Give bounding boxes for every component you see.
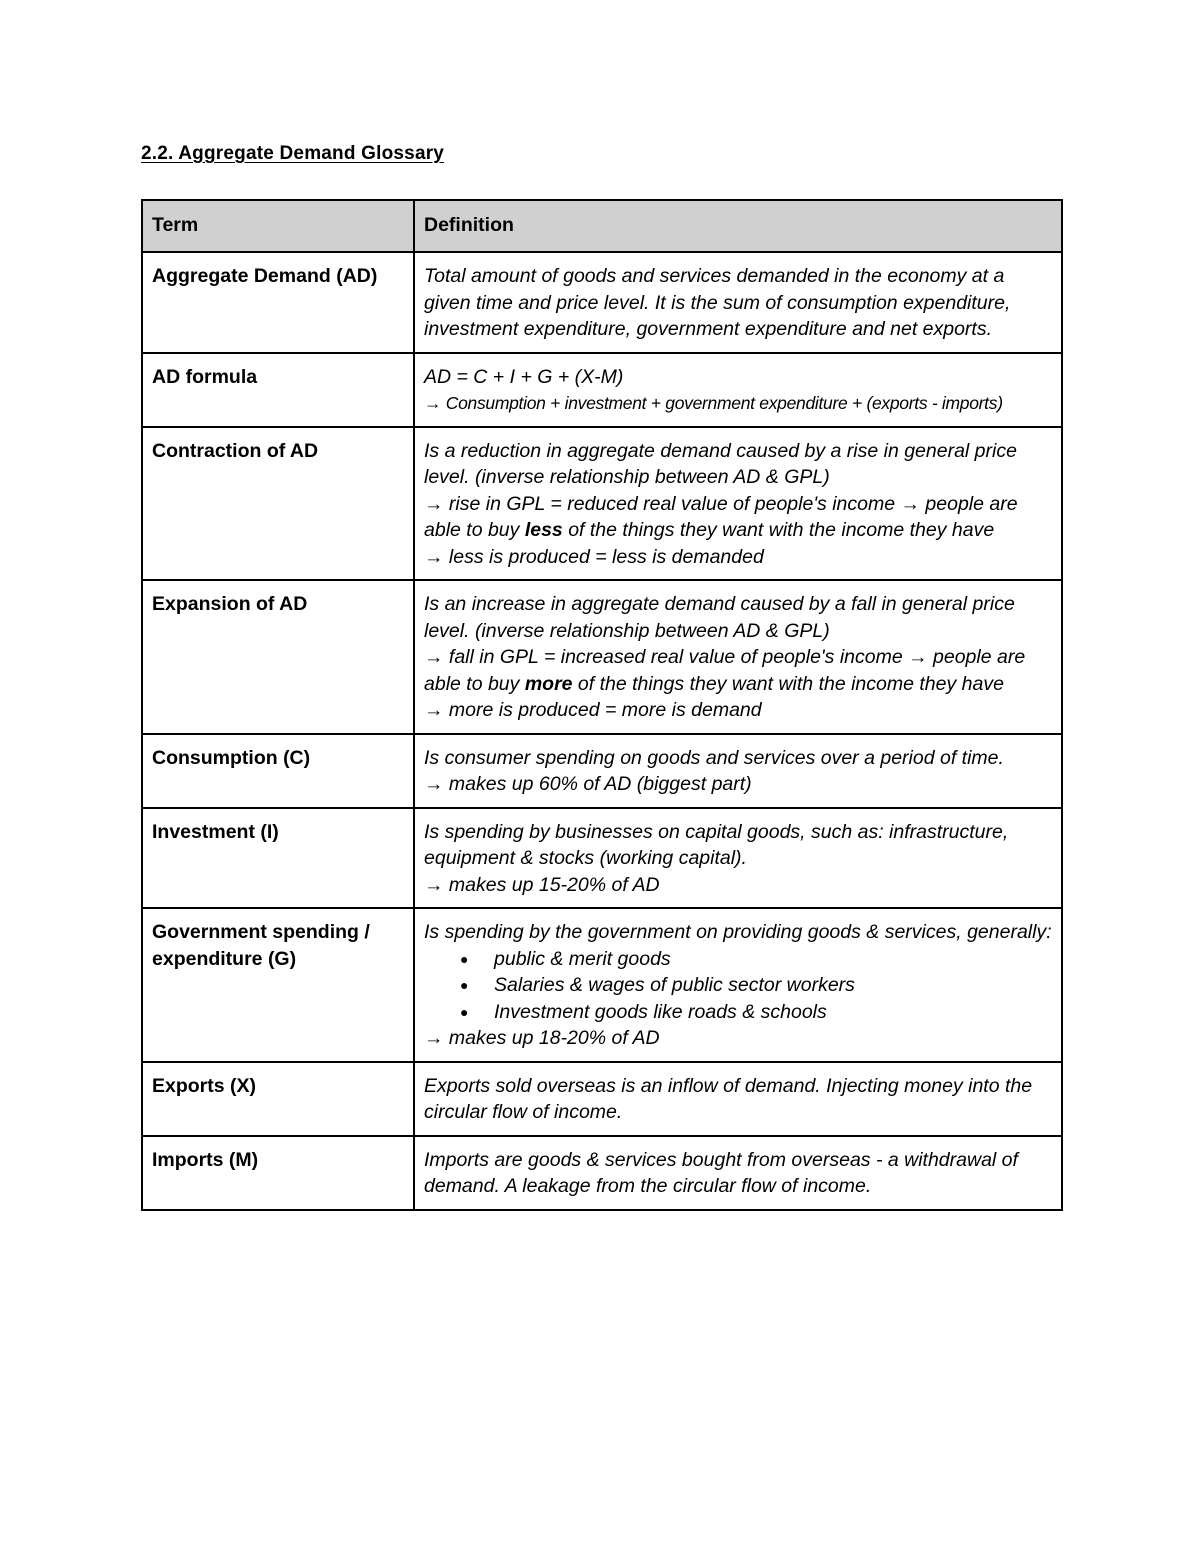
definition-line xyxy=(424,491,1053,544)
definition-line: → less is produced = less is demanded xyxy=(424,545,764,568)
definition-cell xyxy=(414,427,1062,581)
definition-text: of the things they want with the income they have xyxy=(572,672,1004,695)
list-item-text: Investment goods like roads & schools xyxy=(494,1000,827,1023)
table-row xyxy=(142,353,1062,427)
emphasis-more: more xyxy=(524,672,573,695)
definition-line: Is an increase in aggregate demand caused by a fall in general price level. (inverse relationship between AD & GPL) xyxy=(424,593,1015,642)
term-cell: AD formula xyxy=(142,353,414,427)
definition-line: Is spending by businesses on capital goods, such as: infrastructure, equipment & stocks (working capital). xyxy=(424,820,1009,869)
definition-cell xyxy=(414,734,1062,808)
page-title: 2.2. Aggregate Demand Glossary xyxy=(141,143,445,164)
bullet-icon: ● xyxy=(460,1003,469,1020)
list-item xyxy=(460,999,1053,1026)
table-row xyxy=(142,580,1062,734)
table-row xyxy=(142,908,1062,1062)
table-row xyxy=(142,1062,1062,1136)
definition-line: → more is produced = more is demand xyxy=(424,699,762,721)
definition-line: Is consumer spending on goods and services over a period of time. xyxy=(424,746,1004,769)
emphasis-less: less xyxy=(524,519,563,541)
table-header-row xyxy=(142,200,1062,252)
definition-cell xyxy=(414,908,1062,1062)
table-row xyxy=(142,1136,1062,1210)
definition-cell: Total amount of goods and services demanded in the economy at a given time and price level. It is the sum of consumption expenditure, investment expenditure, government expenditure and net exports. xyxy=(414,252,1062,353)
definition-line: → makes up 15-20% of AD xyxy=(424,873,660,896)
bullet-icon: ● xyxy=(460,977,469,993)
table-row xyxy=(142,252,1062,353)
definition-cell xyxy=(414,808,1062,909)
term-cell: Aggregate Demand (AD) xyxy=(142,252,414,353)
table-row xyxy=(142,427,1062,581)
term-cell: Investment (I) xyxy=(142,808,414,909)
definition-text: → rise in GPL = reduced real value of people's income → people are able to buy xyxy=(424,492,1018,541)
definition-line: → makes up 18-20% of AD xyxy=(424,1027,660,1049)
header-definition: Definition xyxy=(414,200,1062,252)
definition-line xyxy=(424,644,1053,697)
ad-formula-expanded: → Consumption + investment + government expenditure + (exports - imports) xyxy=(424,393,1003,413)
term-cell: Government spending / expenditure (G) xyxy=(142,908,414,1062)
table-row xyxy=(142,808,1062,909)
definition-cell xyxy=(414,353,1062,427)
definition-cell: Exports sold overseas is an inflow of demand. Injecting money into the circular flow of income. xyxy=(414,1062,1062,1136)
list-item-text: Salaries & wages of public sector workers xyxy=(494,974,855,996)
ad-formula: AD = C + I + G + (X-M) xyxy=(424,365,624,388)
bullet-list xyxy=(424,946,1053,1026)
term-cell: Expansion of AD xyxy=(142,580,414,734)
definition-line: Is a reduction in aggregate demand caused by a rise in general price level. (inverse relationship between AD & GPL) xyxy=(424,439,1017,488)
term-cell: Contraction of AD xyxy=(142,427,414,581)
glossary-table xyxy=(141,199,1063,1211)
term-cell: Imports (M) xyxy=(142,1136,414,1210)
definition-line: Is spending by the government on providing goods & services, generally: xyxy=(424,921,1052,943)
header-term: Term xyxy=(142,200,414,252)
definition-line: → makes up 60% of AD (biggest part) xyxy=(424,773,752,795)
definition-cell: Imports are goods & services bought from overseas - a withdrawal of demand. A leakage from the circular flow of income. xyxy=(414,1136,1062,1210)
term-cell: Consumption (C) xyxy=(142,734,414,808)
term-cell: Exports (X) xyxy=(142,1062,414,1136)
definition-text: → fall in GPL = increased real value of people's income → people are able to buy xyxy=(424,646,1026,695)
definition-cell xyxy=(414,580,1062,734)
list-item-text: public & merit goods xyxy=(494,947,671,970)
list-item xyxy=(460,946,1053,973)
definition-text: of the things they want with the income they have xyxy=(562,519,995,541)
list-item xyxy=(460,972,1053,999)
table-row xyxy=(142,734,1062,808)
bullet-icon: ● xyxy=(460,950,469,967)
